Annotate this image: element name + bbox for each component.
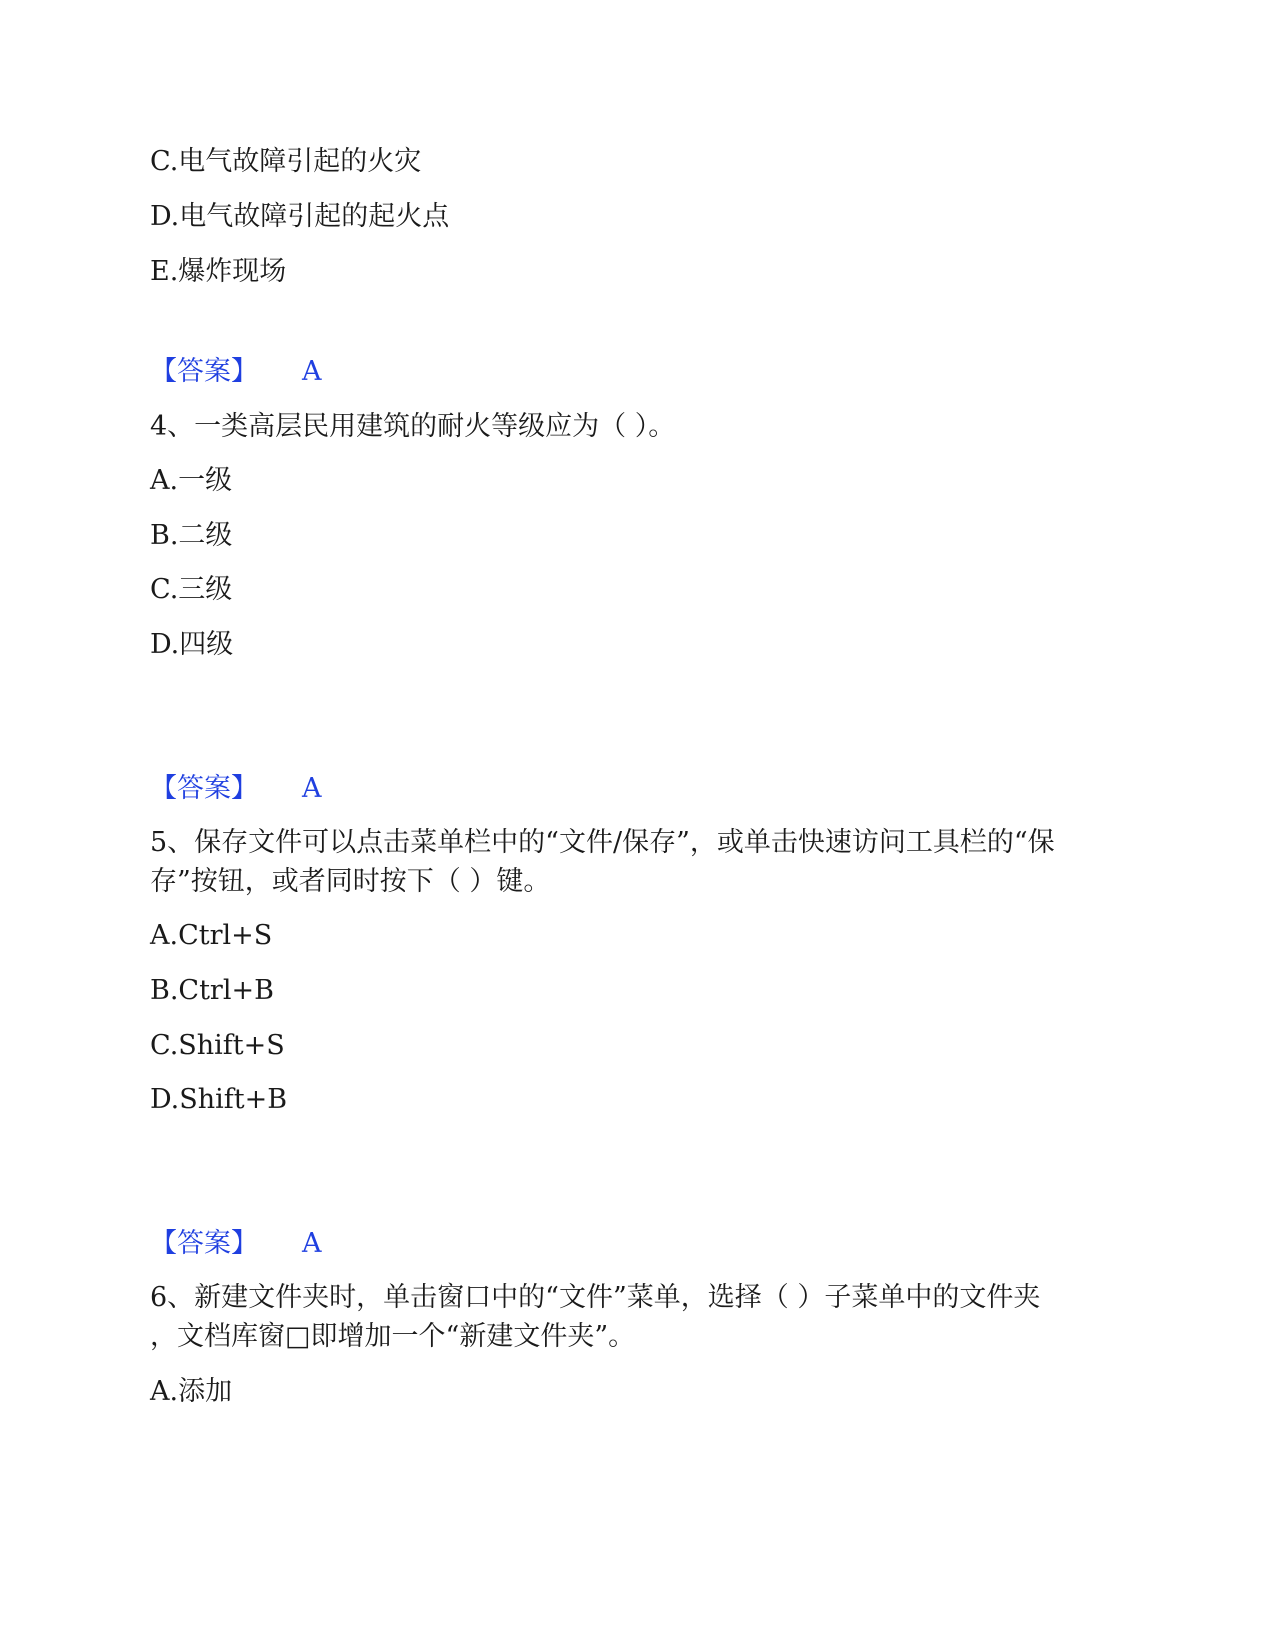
q5-stem-line2: 存”按钮，或者同时按下（ ）键。 (150, 866, 551, 897)
q6-stem-line2: ，文档库窗□即增加一个“新建文件夹”。 (150, 1321, 636, 1352)
q3-option-c: C.电气故障引起的火灾 (150, 146, 422, 177)
q3-answer-label: 【答案】 (150, 356, 258, 387)
q5-answer-label: 【答案】 (150, 1228, 258, 1259)
q5-option-a: A.Ctrl+S (150, 920, 273, 951)
q5-answer (150, 1226, 322, 1262)
q5-stem-line1: 5、保存文件可以点击菜单栏中的“文件/保存”，或单击快速访问工具栏的“保 (150, 827, 1055, 858)
q3-answer (150, 354, 322, 390)
q5-answer-value: A (302, 1228, 322, 1259)
q4-option-a: A.一级 (150, 465, 233, 496)
q4-option-d: D.四级 (150, 629, 234, 660)
q5-option-c: C.Shift+S (150, 1030, 285, 1061)
q4-option-c: C.三级 (150, 574, 233, 605)
q3-option-d: D.电气故障引起的起火点 (150, 201, 450, 232)
q4-stem: 4、一类高层民用建筑的耐火等级应为（ ）。 (150, 411, 676, 442)
q3-answer-value: A (302, 356, 322, 387)
q4-answer (150, 771, 322, 807)
q6-stem-line1: 6、新建文件夹时，单击窗口中的“文件”菜单，选择（ ）子菜单中的文件夹 (150, 1282, 1041, 1313)
q4-answer-label: 【答案】 (150, 773, 258, 804)
q5-option-d: D.Shift+B (150, 1084, 288, 1115)
q4-answer-value: A (302, 773, 322, 804)
q4-option-b: B.二级 (150, 520, 233, 551)
q6-option-a: A.添加 (150, 1376, 233, 1407)
q5-option-b: B.Ctrl+B (150, 975, 274, 1006)
q3-option-e: E.爆炸现场 (150, 256, 287, 287)
